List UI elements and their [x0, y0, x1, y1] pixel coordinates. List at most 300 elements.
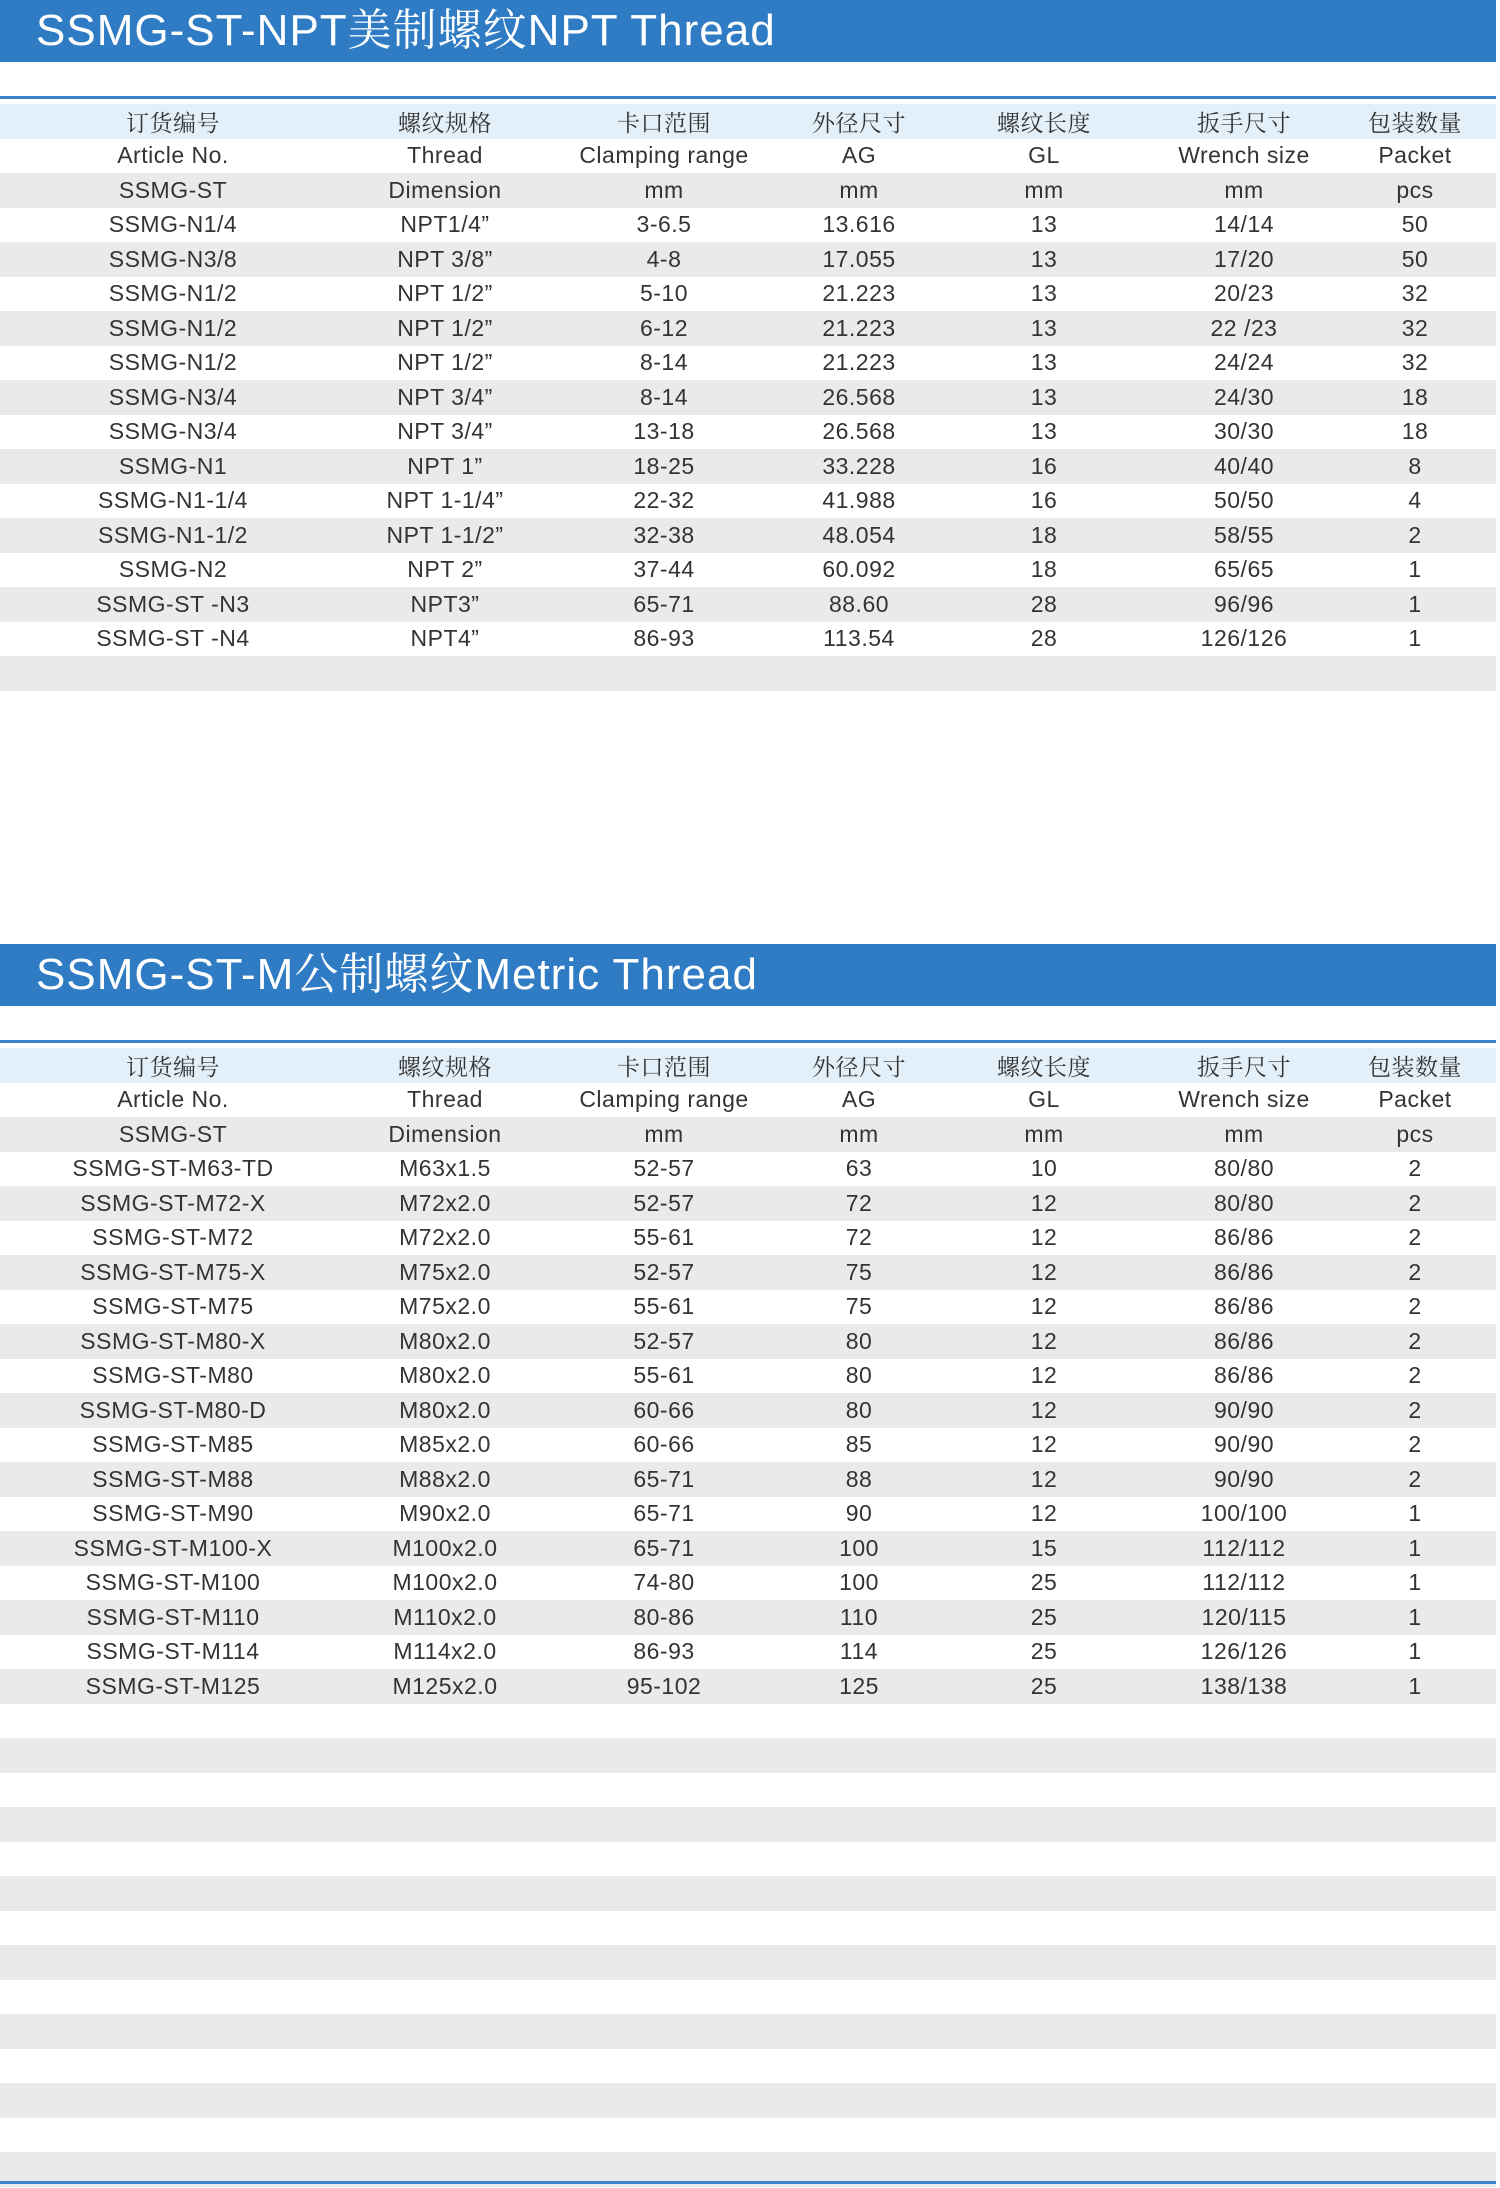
table-cell: 12 [1030, 1500, 1058, 1527]
table-cell: 12 [934, 1324, 1154, 1359]
table-cell: 65-71 [544, 1462, 784, 1497]
table-cell: 1 [1408, 1638, 1422, 1665]
table-cell: 50 [1401, 211, 1429, 238]
table-row [0, 1393, 1496, 1428]
table-cell: SSMG-ST-M72-X [0, 1186, 346, 1221]
spec-table [0, 1048, 1496, 2187]
table-cell: 4 [1408, 487, 1422, 514]
table-cell: 30/30 [1213, 418, 1275, 445]
table-cell: M100x2.0 [346, 1531, 544, 1566]
table-cell: 18 [1334, 380, 1496, 415]
table-cell: M72x2.0 [346, 1186, 544, 1221]
table-cell: 32 [1334, 311, 1496, 346]
empty-row [0, 2014, 1496, 2049]
table-cell: 10 [1030, 1155, 1058, 1182]
table-cell: 2 [1408, 1431, 1422, 1458]
table-cell: 22 /23 [1154, 311, 1334, 346]
table-cell: 55-61 [633, 1224, 695, 1251]
table-cell: 50 [1334, 242, 1496, 277]
table-cell: 26.568 [822, 418, 896, 445]
table-cell: 3-6.5 [636, 211, 692, 238]
empty-cell [0, 2118, 1496, 2153]
table-cell: 16 [1030, 487, 1058, 514]
table-cell: M88x2.0 [346, 1462, 544, 1497]
empty-cell [0, 656, 1496, 691]
empty-cell [0, 2014, 1496, 2049]
table-row [0, 587, 1496, 622]
table-cell: SSMG-ST-M88 [0, 1462, 346, 1497]
table-row [0, 346, 1496, 381]
table-cell: 50/50 [1213, 487, 1275, 514]
table-cell: 17.055 [784, 242, 934, 277]
table-cell: 2 [1408, 1362, 1422, 1389]
table-cell: SSMG-ST-M80 [92, 1362, 254, 1389]
table-cell: 80-86 [544, 1600, 784, 1635]
table-cell: 60.092 [822, 556, 896, 583]
header-cell: Article No. [117, 1086, 229, 1113]
table-cell: 8 [1334, 449, 1496, 484]
table-cell: SSMG-ST-M72 [92, 1224, 254, 1251]
table-cell: 52-57 [544, 1255, 784, 1290]
table-cell: M85x2.0 [399, 1431, 491, 1458]
header-cell: Dimension [346, 1117, 544, 1152]
table-cell: 48.054 [784, 518, 934, 553]
table-cell: 1 [1408, 1569, 1422, 1596]
header-cell: 外径尺寸 [784, 1048, 934, 1083]
table-cell: 65/65 [1213, 556, 1275, 583]
table-cell: 13 [1030, 211, 1058, 238]
table-cell: NPT4” [410, 625, 480, 652]
table-cell: 75 [845, 1293, 873, 1320]
table-cell: 80 [784, 1393, 934, 1428]
table-cell: NPT 1/2” [346, 311, 544, 346]
table-cell: 112/112 [1154, 1531, 1334, 1566]
table-row [0, 208, 1496, 243]
table-cell: SSMG-ST -N3 [0, 587, 346, 622]
table-cell: M110x2.0 [346, 1600, 544, 1635]
empty-cell [0, 1807, 1496, 1842]
table-row [0, 449, 1496, 484]
table-cell: NPT 1/2” [397, 280, 493, 307]
table-cell: 32 [1401, 280, 1429, 307]
table-cell: 21.223 [784, 311, 934, 346]
table-cell: 20/23 [1213, 280, 1275, 307]
table-cell: 88.60 [784, 587, 934, 622]
table-cell: 138/138 [1154, 1669, 1334, 1704]
header-cell: Clamping range [579, 1086, 749, 1113]
empty-row [0, 656, 1496, 691]
header-cell: 扳手尺寸 [1154, 1048, 1334, 1083]
header-cell: 卡口范围 [544, 104, 784, 139]
table-cell: 40/40 [1154, 449, 1334, 484]
table-cell: 18 [934, 518, 1154, 553]
table-cell: SSMG-N1 [0, 449, 346, 484]
table-cell: SSMG-N2 [118, 556, 228, 583]
table-cell: SSMG-N1-1/4 [98, 487, 248, 514]
table-cell: 37-44 [633, 556, 695, 583]
table-row [0, 415, 1496, 450]
table-cell: 1 [1408, 556, 1422, 583]
table-cell: 80/80 [1154, 1186, 1334, 1221]
table-cell: 90/90 [1154, 1393, 1334, 1428]
table-cell: 60-66 [633, 1431, 695, 1458]
table-cell: 28 [1030, 625, 1058, 652]
table-cell: 96/96 [1154, 587, 1334, 622]
table-row [0, 1635, 1496, 1670]
table-row [0, 1290, 1496, 1325]
header-cell: Dimension [346, 173, 544, 208]
table-cell: 1 [1334, 1600, 1496, 1635]
table-row [0, 1152, 1496, 1187]
empty-row [0, 1980, 1496, 2015]
header-cell: 螺纹长度 [934, 1048, 1154, 1083]
header-cell: mm [934, 1117, 1154, 1152]
table-cell: 126/126 [1200, 1638, 1288, 1665]
table-row [0, 518, 1496, 553]
table-cell: 13 [934, 380, 1154, 415]
table-cell: 15 [934, 1531, 1154, 1566]
table-cell: M80x2.0 [346, 1324, 544, 1359]
table-cell: 112/112 [1202, 1569, 1286, 1596]
table-cell: SSMG-ST-M100 [85, 1569, 261, 1596]
table-cell: 24/24 [1213, 349, 1275, 376]
bottom-divider [0, 2181, 1496, 2184]
table-cell: SSMG-ST-M85 [92, 1431, 254, 1458]
table-header-row [0, 104, 1496, 139]
table-row [0, 1255, 1496, 1290]
table-cell: 88 [784, 1462, 934, 1497]
table-cell: 100/100 [1200, 1500, 1288, 1527]
table-row [0, 1462, 1496, 1497]
empty-cell [0, 2083, 1496, 2118]
table-cell: 18 [1401, 418, 1429, 445]
table-cell: 5-10 [639, 280, 689, 307]
empty-cell [0, 1704, 1496, 1739]
table-cell: SSMG-ST-M110 [0, 1600, 346, 1635]
table-cell: 12 [1030, 1431, 1058, 1458]
header-cell: Packet [1378, 1086, 1452, 1113]
empty-cell [0, 1876, 1496, 1911]
section-title: SSMG-ST-M公制螺纹Metric Thread [0, 944, 1496, 1006]
table-cell: 120/115 [1154, 1600, 1334, 1635]
table-cell: 1 [1334, 587, 1496, 622]
table-cell: 25 [934, 1600, 1154, 1635]
table-cell: M80x2.0 [346, 1393, 544, 1428]
empty-row [0, 2118, 1496, 2153]
table-cell: 25 [934, 1669, 1154, 1704]
header-cell: mm [1154, 173, 1334, 208]
table-row [0, 1566, 1496, 1601]
table-cell: M80x2.0 [399, 1362, 491, 1389]
table-row [0, 1669, 1496, 1704]
table-cell: 13 [1030, 418, 1058, 445]
table-cell: 72 [845, 1224, 873, 1251]
table-cell: 100 [839, 1569, 879, 1596]
section-title: SSMG-ST-NPT美制螺纹NPT Thread [0, 0, 1496, 62]
table-row [0, 1324, 1496, 1359]
table-cell: 110 [784, 1600, 934, 1635]
table-cell: 25 [1030, 1638, 1058, 1665]
table-cell: 13 [1030, 349, 1058, 376]
empty-cell [0, 1980, 1496, 2015]
table-cell: 12 [1030, 1224, 1058, 1251]
table-cell: 13 [1030, 280, 1058, 307]
header-cell: 外径尺寸 [784, 104, 934, 139]
table-cell: 32-38 [544, 518, 784, 553]
table-cell: 2 [1334, 1462, 1496, 1497]
table-cell: NPT1/4” [400, 211, 490, 238]
table-cell: 4-8 [544, 242, 784, 277]
metric-section [0, 944, 1496, 2187]
empty-row [0, 1738, 1496, 1773]
header-cell: mm [784, 1117, 934, 1152]
table-cell: SSMG-ST-M90 [92, 1500, 254, 1527]
table-row [0, 484, 1496, 519]
empty-cell [0, 1945, 1496, 1980]
table-cell: 13.616 [822, 211, 896, 238]
table-cell: SSMG-ST-M100-X [0, 1531, 346, 1566]
table-cell: 21.223 [822, 349, 896, 376]
table-cell: SSMG-ST-M75 [92, 1293, 254, 1320]
table-cell: 14/14 [1213, 211, 1275, 238]
table-cell: NPT 3/4” [397, 418, 493, 445]
table-cell: SSMG-ST-M125 [0, 1669, 346, 1704]
header-cell: GL [1028, 1086, 1060, 1113]
table-cell: 80/80 [1213, 1155, 1275, 1182]
header-cell: SSMG-ST [0, 1117, 346, 1152]
header-cell: Wrench size [1178, 142, 1310, 169]
table-cell: 1 [1334, 1531, 1496, 1566]
table-cell: SSMG-ST-M63-TD [72, 1155, 274, 1182]
table-row [0, 1221, 1496, 1256]
empty-cell [0, 2049, 1496, 2084]
empty-row [0, 1945, 1496, 1980]
table-cell: 41.988 [822, 487, 896, 514]
table-cell: 52-57 [544, 1324, 784, 1359]
table-cell: M75x2.0 [346, 1255, 544, 1290]
table-cell: 2 [1334, 518, 1496, 553]
table-cell: M75x2.0 [399, 1293, 491, 1320]
table-cell: 55-61 [633, 1293, 695, 1320]
table-cell: 13-18 [633, 418, 695, 445]
header-cell: mm [544, 1117, 784, 1152]
table-cell: 22-32 [633, 487, 695, 514]
table-row [0, 277, 1496, 312]
table-cell: 80 [845, 1362, 873, 1389]
table-cell: 65-71 [544, 1531, 784, 1566]
table-row [0, 380, 1496, 415]
empty-row [0, 1773, 1496, 1808]
empty-row [0, 1911, 1496, 1946]
table-cell: 21.223 [822, 280, 896, 307]
table-header-row [0, 1083, 1496, 1118]
table-cell: 72 [784, 1186, 934, 1221]
table-cell: 16 [934, 449, 1154, 484]
table-cell: 26.568 [784, 380, 934, 415]
table-cell: 2 [1334, 1393, 1496, 1428]
table-cell: 86/86 [1213, 1224, 1275, 1251]
table-cell: 2 [1408, 1293, 1422, 1320]
table-row [0, 311, 1496, 346]
table-cell: 80 [784, 1324, 934, 1359]
table-row [0, 1497, 1496, 1532]
spec-table [0, 104, 1496, 691]
header-cell: AG [841, 142, 877, 169]
table-cell: M90x2.0 [399, 1500, 491, 1527]
header-cell: Thread [407, 1086, 483, 1113]
table-cell: 2 [1334, 1186, 1496, 1221]
table-cell: 12 [1030, 1362, 1058, 1389]
table-cell: 52-57 [633, 1155, 695, 1182]
table-row [0, 1531, 1496, 1566]
table-cell: 65-71 [544, 587, 784, 622]
table-cell: 75 [784, 1255, 934, 1290]
empty-row [0, 2083, 1496, 2118]
header-cell: 包装数量 [1334, 1048, 1496, 1083]
table-cell: M72x2.0 [399, 1224, 491, 1251]
header-cell: mm [934, 173, 1154, 208]
table-cell: 58/55 [1154, 518, 1334, 553]
divider [0, 1040, 1496, 1043]
table-cell: M63x1.5 [399, 1155, 491, 1182]
table-cell: 63 [845, 1155, 873, 1182]
table-cell: 33.228 [784, 449, 934, 484]
table-cell: 114 [839, 1638, 879, 1665]
header-cell: GL [1028, 142, 1060, 169]
empty-cell [0, 1911, 1496, 1946]
table-cell: 13 [934, 242, 1154, 277]
header-cell: Article No. [117, 142, 229, 169]
table-cell: SSMG-N3/4 [108, 418, 238, 445]
table-cell: SSMG-ST-M114 [86, 1638, 260, 1665]
table-cell: SSMG-N1/2 [0, 311, 346, 346]
table-cell: 1 [1334, 1669, 1496, 1704]
table-cell: NPT3” [346, 587, 544, 622]
table-cell: 12 [934, 1393, 1154, 1428]
table-cell: 18-25 [544, 449, 784, 484]
table-row [0, 242, 1496, 277]
table-cell: NPT 1-1/4” [386, 487, 504, 514]
table-cell: 125 [784, 1669, 934, 1704]
table-cell: 86/86 [1154, 1255, 1334, 1290]
table-cell: 86/86 [1213, 1293, 1275, 1320]
empty-cell [0, 1773, 1496, 1808]
table-row [0, 1428, 1496, 1463]
table-cell: 95-102 [544, 1669, 784, 1704]
table-cell: 90/90 [1213, 1431, 1275, 1458]
table-header-row [0, 173, 1496, 208]
header-cell: 螺纹规格 [346, 1048, 544, 1083]
table-cell: NPT 1-1/2” [346, 518, 544, 553]
table-cell: 86-93 [633, 1638, 695, 1665]
table-cell: SSMG-N1/2 [108, 280, 238, 307]
table-cell: 8-14 [639, 349, 689, 376]
empty-cell [0, 1842, 1496, 1877]
table-header-row [0, 1117, 1496, 1152]
table-cell: 126/126 [1200, 625, 1288, 652]
divider [0, 96, 1496, 99]
table-row [0, 1359, 1496, 1394]
header-cell: 螺纹规格 [346, 104, 544, 139]
table-cell: NPT 2” [407, 556, 483, 583]
empty-row [0, 1704, 1496, 1739]
table-cell: 12 [934, 1462, 1154, 1497]
table-cell: 12 [934, 1255, 1154, 1290]
table-cell: 17/20 [1154, 242, 1334, 277]
table-cell: 52-57 [544, 1186, 784, 1221]
table-cell: 85 [845, 1431, 873, 1458]
table-cell: 24/30 [1154, 380, 1334, 415]
table-cell: NPT 1” [346, 449, 544, 484]
table-cell: 86-93 [633, 625, 695, 652]
empty-row [0, 1807, 1496, 1842]
table-cell: 32 [1401, 349, 1429, 376]
table-cell: 2 [1334, 1255, 1496, 1290]
table-cell: SSMG-N1/4 [108, 211, 238, 238]
table-cell: SSMG-ST-M75-X [0, 1255, 346, 1290]
table-header-row [0, 1048, 1496, 1083]
empty-cell [0, 1738, 1496, 1773]
table-cell: 74-80 [633, 1569, 695, 1596]
header-cell: 包装数量 [1334, 104, 1496, 139]
table-cell: 12 [1030, 1293, 1058, 1320]
table-cell: SSMG-N1/2 [108, 349, 238, 376]
header-cell: 扳手尺寸 [1154, 104, 1334, 139]
table-cell: 55-61 [633, 1362, 695, 1389]
table-header-row [0, 139, 1496, 174]
table-cell: 28 [934, 587, 1154, 622]
header-cell: 卡口范围 [544, 1048, 784, 1083]
table-cell: 86/86 [1213, 1362, 1275, 1389]
table-cell: NPT 1/2” [397, 349, 493, 376]
header-cell: Thread [407, 142, 483, 169]
empty-row [0, 1842, 1496, 1877]
table-cell: SSMG-N1-1/2 [0, 518, 346, 553]
header-cell: 订货编号 [0, 104, 346, 139]
table-cell: 13 [934, 311, 1154, 346]
table-cell: 90 [845, 1500, 873, 1527]
table-row [0, 1600, 1496, 1635]
table-cell: SSMG-N3/4 [0, 380, 346, 415]
table-cell: SSMG-ST-M80-D [0, 1393, 346, 1428]
table-cell: 86/86 [1154, 1324, 1334, 1359]
table-cell: SSMG-ST -N4 [96, 625, 250, 652]
table-cell: 2 [1408, 1224, 1422, 1251]
table-cell: 113.54 [823, 625, 895, 652]
table-row [0, 1186, 1496, 1221]
table-row [0, 553, 1496, 588]
table-cell: 100 [784, 1531, 934, 1566]
table-cell: 25 [1030, 1569, 1058, 1596]
header-cell: SSMG-ST [0, 173, 346, 208]
table-cell: NPT 3/4” [346, 380, 544, 415]
table-cell: SSMG-ST-M80-X [0, 1324, 346, 1359]
header-cell: mm [544, 173, 784, 208]
table-cell: 2 [1408, 1155, 1422, 1182]
header-cell: AG [841, 1086, 877, 1113]
table-cell: 65-71 [633, 1500, 695, 1527]
table-cell: 2 [1334, 1324, 1496, 1359]
table-row [0, 622, 1496, 657]
header-cell: 螺纹长度 [934, 104, 1154, 139]
table-cell: 90/90 [1154, 1462, 1334, 1497]
header-cell: pcs [1334, 1117, 1496, 1152]
table-cell: 60-66 [544, 1393, 784, 1428]
header-cell: mm [1154, 1117, 1334, 1152]
header-cell: 订货编号 [0, 1048, 346, 1083]
table-cell: 1 [1408, 1500, 1422, 1527]
empty-row [0, 1876, 1496, 1911]
